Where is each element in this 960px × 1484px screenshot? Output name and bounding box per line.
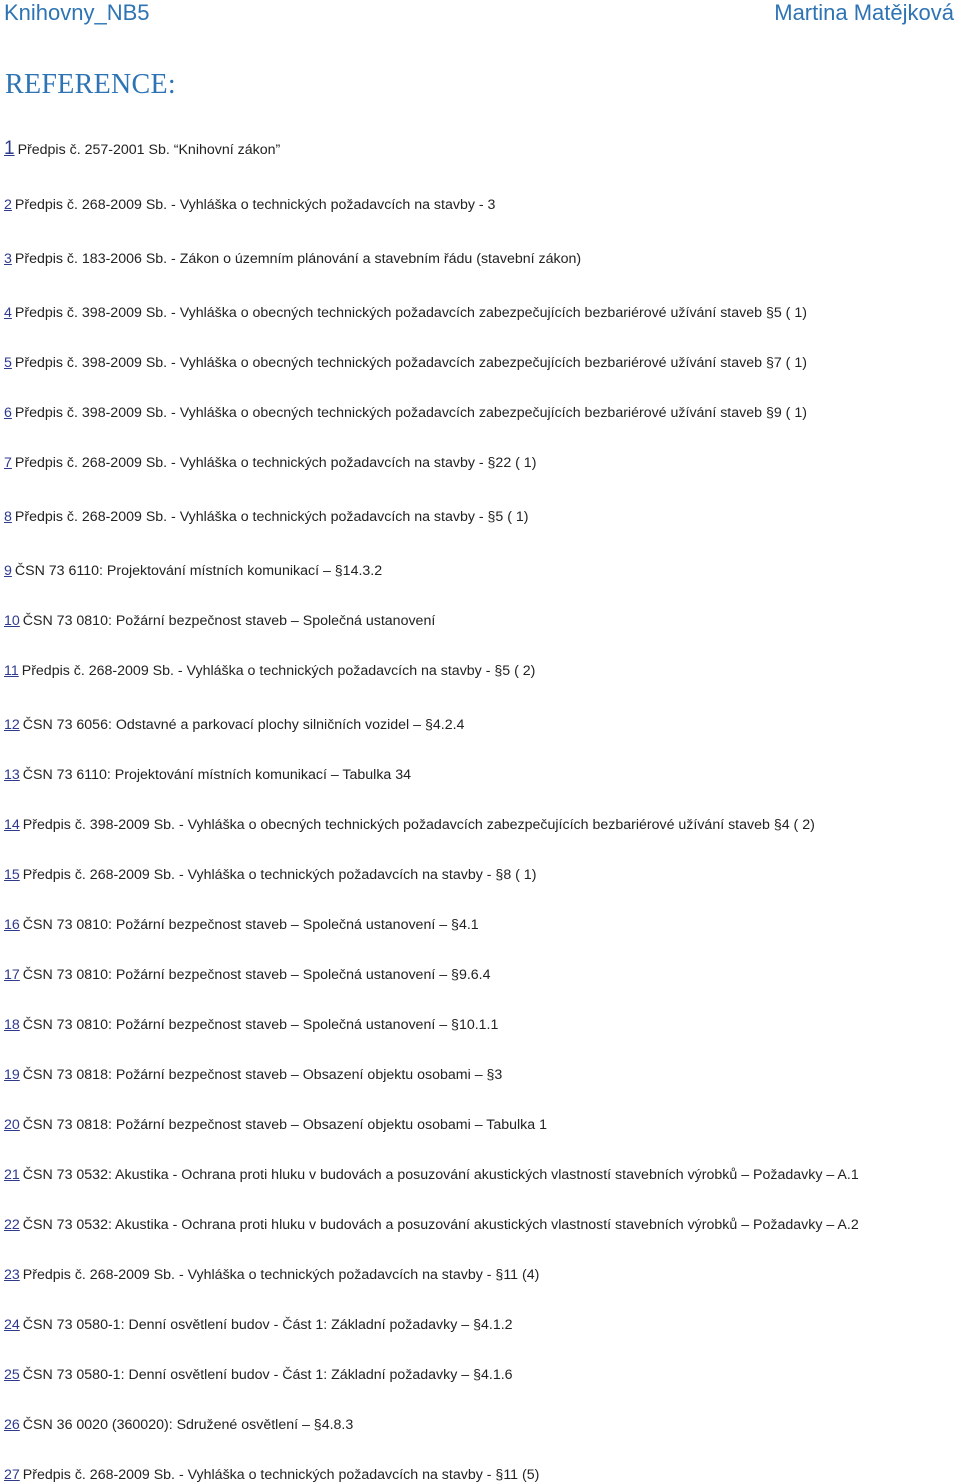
reference-item [4,304,807,322]
reference-text: Předpis č. 268-2009 Sb. - Vyhláška o technických požadavcích na stavby - §5 ( 2) [21,663,536,679]
reference-text: Předpis č. 257-2001 Sb. “Knihovní zákon” [17,142,281,158]
reference-item [4,454,536,472]
reference-text: Předpis č. 268-2009 Sb. - Vyhláška o technických požadavcích na stavby - §22 ( 1) [14,455,537,471]
reference-link[interactable]: 24 [4,1317,20,1333]
reference-text: ČSN 73 6110: Projektování místních komunikací – Tabulka 34 [22,767,412,783]
reference-text: Předpis č. 183-2006 Sb. - Zákon o územním plánování a stavebním řádu (stavební zákon) [14,251,582,267]
reference-link[interactable]: 2 [4,197,12,213]
reference-item [4,404,807,422]
reference-text: ČSN 73 0810: Požární bezpečnost staveb – Společná ustanovení – §9.6.4 [22,967,491,983]
reference-item [4,966,491,984]
reference-text: Předpis č. 398-2009 Sb. - Vyhláška o obecných technických požadavcích zabezpečujících bezbariérové užívání staveb §5 ( 1) [14,305,807,321]
reference-text: ČSN 73 0810: Požární bezpečnost staveb – Společná ustanovení [22,613,436,629]
reference-link[interactable]: 10 [4,613,20,629]
reference-link[interactable]: 11 [4,663,19,679]
header-document-title: Knihovny_NB5 [4,0,150,25]
reference-text: ČSN 73 0532: Akustika - Ochrana proti hluku v budovách a posuzování akustických vlastností stavebních výrobků – Požadavky – A.2 [22,1217,859,1233]
reference-text: Předpis č. 398-2009 Sb. - Vyhláška o obecných technických požadavcích zabezpečujících bezbariérové užívání staveb §7 ( 1) [14,355,807,371]
reference-item [4,562,382,580]
reference-item [4,508,529,526]
reference-link[interactable]: 27 [4,1467,20,1483]
reference-link[interactable]: 7 [4,455,12,471]
reference-link[interactable]: 22 [4,1217,20,1233]
page-title: REFERENCE: [5,69,177,100]
reference-item [4,1416,353,1434]
reference-item [4,916,479,934]
reference-item [4,1116,547,1134]
reference-text: Předpis č. 268-2009 Sb. - Vyhláška o technických požadavcích na stavby - §11 (5) [22,1467,540,1483]
reference-item [4,1366,513,1384]
reference-text: ČSN 73 0818: Požární bezpečnost staveb – Obsazení objektu osobami – Tabulka 1 [22,1117,547,1133]
reference-link[interactable]: 18 [4,1017,20,1033]
reference-text: ČSN 73 0580-1: Denní osvětlení budov - Část 1: Základní požadavky – §4.1.6 [22,1367,513,1383]
reference-item [4,816,815,834]
reference-link[interactable]: 21 [4,1167,20,1183]
reference-text: Předpis č. 268-2009 Sb. - Vyhláška o technických požadavcích na stavby - §11 (4) [22,1267,540,1283]
reference-item [4,1166,859,1184]
reference-item [4,1316,513,1334]
reference-item [4,716,464,734]
reference-item [4,1266,539,1284]
reference-link[interactable]: 20 [4,1117,20,1133]
reference-link[interactable]: 4 [4,305,12,321]
reference-text: Předpis č. 398-2009 Sb. - Vyhláška o obecných technických požadavcích zabezpečujících bezbariérové užívání staveb §4 ( 2) [22,817,815,833]
reference-text: Předpis č. 268-2009 Sb. - Vyhláška o technických požadavcích na stavby - 3 [14,197,496,213]
reference-text: ČSN 73 0580-1: Denní osvětlení budov - Část 1: Základní požadavky – §4.1.2 [22,1317,513,1333]
reference-text: ČSN 73 0810: Požární bezpečnost staveb – Společná ustanovení – §4.1 [22,917,479,933]
reference-text: ČSN 73 0818: Požární bezpečnost staveb – Obsazení objektu osobami – §3 [22,1067,503,1083]
reference-item [4,1066,502,1084]
reference-item [4,196,495,214]
reference-item [4,866,536,884]
reference-link[interactable]: 12 [4,717,20,733]
header-author: Martina Matějková [774,0,954,25]
reference-text: Předpis č. 268-2009 Sb. - Vyhláška o technických požadavcích na stavby - §8 ( 1) [22,867,537,883]
reference-link[interactable]: 6 [4,405,12,421]
reference-item [4,250,581,268]
reference-link[interactable]: 15 [4,867,20,883]
reference-text: ČSN 73 0810: Požární bezpečnost staveb – Společná ustanovení – §10.1.1 [22,1017,499,1033]
reference-link[interactable]: 14 [4,817,20,833]
reference-item [4,662,535,680]
reference-link[interactable]: 5 [4,355,12,371]
reference-text: ČSN 73 6056: Odstavné a parkovací plochy silničních vozidel – §4.2.4 [22,717,465,733]
reference-link[interactable]: 1 [4,138,15,159]
reference-item [4,1016,498,1034]
reference-item [4,766,411,784]
reference-link[interactable]: 9 [4,563,12,579]
reference-link[interactable]: 23 [4,1267,20,1283]
reference-text: Předpis č. 268-2009 Sb. - Vyhláška o technických požadavcích na stavby - §5 ( 1) [14,509,529,525]
reference-link[interactable]: 3 [4,251,12,267]
page-header [0,0,960,30]
reference-link[interactable]: 16 [4,917,20,933]
reference-link[interactable]: 26 [4,1417,20,1433]
reference-item [4,140,280,159]
reference-text: ČSN 73 0532: Akustika - Ochrana proti hluku v budovách a posuzování akustických vlastností stavebních výrobků – Požadavky – A.1 [22,1167,859,1183]
reference-link[interactable]: 19 [4,1067,20,1083]
reference-text: Předpis č. 398-2009 Sb. - Vyhláška o obecných technických požadavcích zabezpečujících bezbariérové užívání staveb §9 ( 1) [14,405,807,421]
reference-link[interactable]: 8 [4,509,12,525]
reference-item [4,612,435,630]
reference-item [4,354,807,372]
reference-item [4,1466,539,1484]
reference-text: ČSN 36 0020 (360020): Sdružené osvětlení – §4.8.3 [22,1417,354,1433]
reference-text: ČSN 73 6110: Projektování místních komunikací – §14.3.2 [14,563,383,579]
reference-link[interactable]: 13 [4,767,20,783]
reference-link[interactable]: 17 [4,967,20,983]
reference-item [4,1216,859,1234]
reference-link[interactable]: 25 [4,1367,20,1383]
